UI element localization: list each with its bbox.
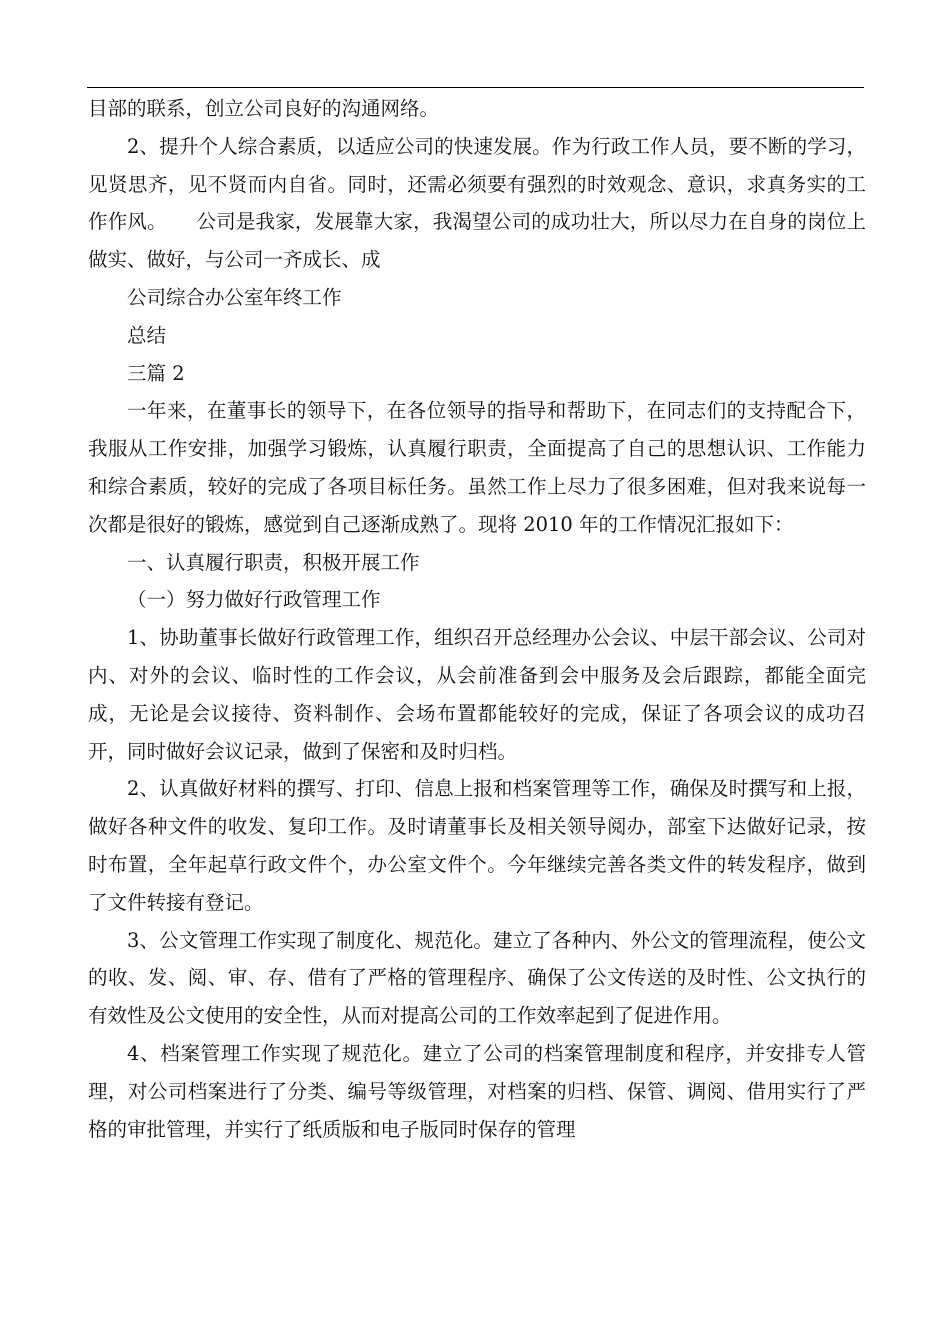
paragraph: 1、协助董事长做好行政管理工作，组织召开总经理办公会议、中层干部会议、公司对内、对外的会议、临时性的工作会议，从会前准备到会中服务及会后跟踪，都能全面完成，无论是会议接待、资料制作、会场布置都能较好的完成，保证了各项会议的成功召开，同时做好会议记录，做到了保密和及时归档。 xyxy=(88,626,866,763)
paragraph: 一年来，在董事长的领导下，在各位领导的指导和帮助下，在同志们的支持配合下，我服从工作安排，加强学习锻炼，认真履行职责，全面提高了自己的思想认识、工作能力和综合素质，较好的完成了各项目标任务。虽然工作上尽力了很多困难，但对我来说每一次都是很好的锻炼，感觉到自己逐渐成熟了。现将 2010 年的工作情况汇报如下： xyxy=(88,399,866,536)
header-rule xyxy=(87,87,864,88)
heading: 一、认真履行职责，积极开展工作 xyxy=(127,550,420,574)
paragraph: 目部的联系，创立公司良好的沟通网络。 xyxy=(88,97,440,120)
section-title: 总结 xyxy=(127,323,167,347)
paragraph: 4、档案管理工作实现了规范化。建立了公司的档案管理制度和程序，并安排专人管理，对公司档案进行了分类、编号等级管理，对档案的归档、保管、调阅、借用实行了严格的审批管理，并实行了纸质版和电子版同时保存的管理 xyxy=(88,1041,866,1141)
document-body xyxy=(88,90,866,1148)
section-title: 三篇 2 xyxy=(127,361,185,385)
paragraph: 2、提升个人综合素质，以适应公司的快速发展。作为行政工作人员，要不断的学习，见贤思齐，见不贤而内自省。同时，还需必须要有强烈的时效观念、意识，求真务实的工作作风。 公司是我家，发展靠大家，我渴望公司的成功壮大，所以尽力在自身的岗位上做实、做好，与公司一齐成长、成 xyxy=(88,134,866,272)
subheading: （一）努力做好行政管理工作 xyxy=(127,588,381,612)
section-title: 公司综合办公室年终工作 xyxy=(127,285,342,309)
paragraph: 3、公文管理工作实现了制度化、规范化。建立了各种内、外公文的管理流程，使公文的收、发、阅、审、存、借有了严格的管理程序、确保了公文传送的及时性、公文执行的有效性及公文使用的安全性，从而对提高公司的工作效率起到了促进作用。 xyxy=(88,928,866,1028)
paragraph: 2、认真做好材料的撰写、打印、信息上报和档案管理等工作，确保及时撰写和上报，做好各种文件的收发、复印工作。及时请董事长及相关领导阅办，部室下达做好记录，按时布置，全年起草行政文件个，办公室文件个。今年继续完善各类文件的转发程序，做到了文件转接有登记。 xyxy=(88,777,866,914)
